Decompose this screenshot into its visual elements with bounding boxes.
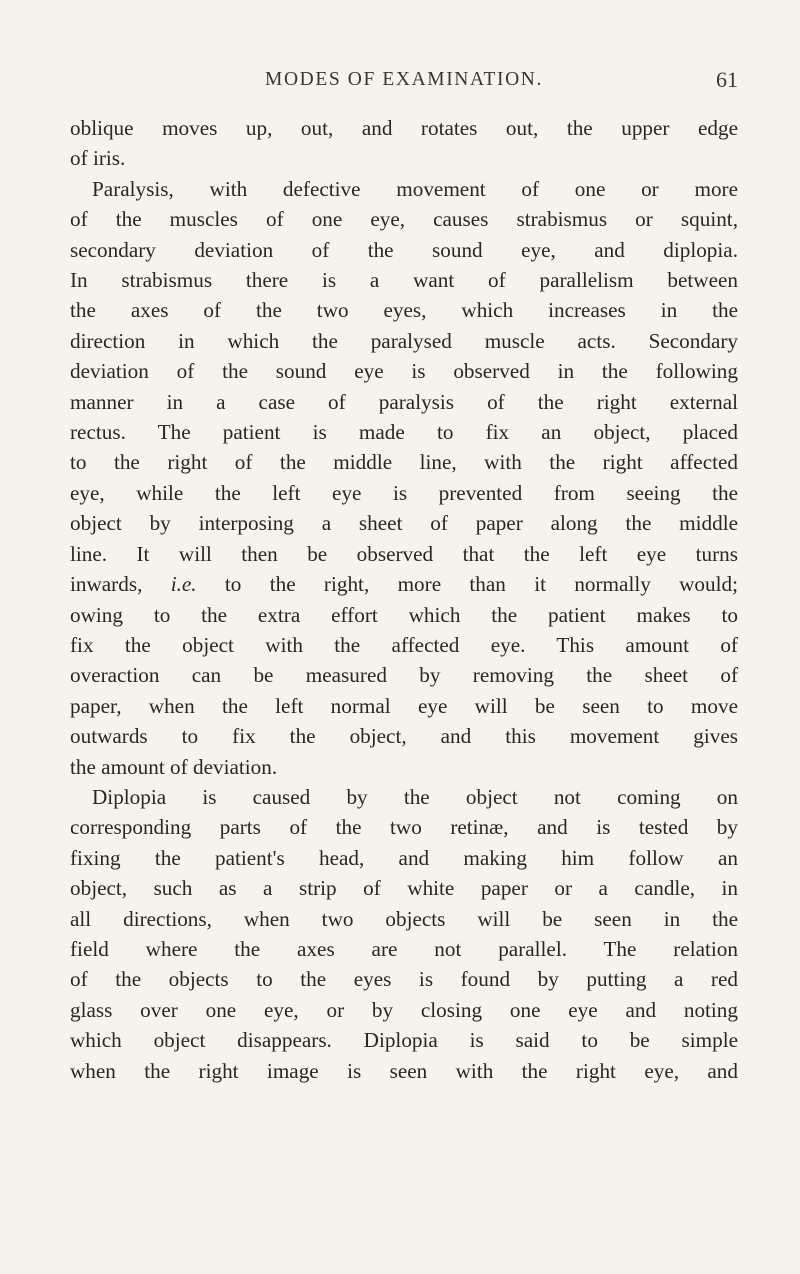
text-line: secondary deviation of the sound eye, and diplopia. xyxy=(70,237,738,262)
text-line: fix the object with the affected eye. This amount of xyxy=(70,632,738,657)
page-number: 61 xyxy=(716,67,738,92)
text-line: the axes of the two eyes, which increases in the xyxy=(70,298,738,323)
text-line: glass over one eye, or by closing one eye and noting xyxy=(70,997,738,1022)
text-line: owing to the extra effort which the patient makes to xyxy=(70,602,738,627)
text-line: to the right of the middle line, with the right affected xyxy=(70,450,738,475)
text-line: of the objects to the eyes is found by putting a red xyxy=(70,967,738,992)
text-line: Paralysis, with defective movement of one or more xyxy=(92,176,738,201)
text-line: oblique moves up, out, and rotates out, the upper edge xyxy=(70,116,738,140)
text-line: object, such as a strip of white paper or a candle, in xyxy=(70,876,738,901)
text-line: overaction can be measured by removing the sheet of xyxy=(70,663,738,688)
text-line: inwards, i.e. to the right, more than it normally would; xyxy=(70,572,738,597)
text-line: direction in which the paralysed muscle acts. Secondary xyxy=(70,328,738,353)
text-line: deviation of the sound eye is observed in the following xyxy=(70,359,738,384)
text-line: the amount of deviation. xyxy=(70,754,278,779)
text-line: object by interposing a sheet of paper along the middle xyxy=(70,511,738,536)
text-line: fixing the patient's head, and making him follow an xyxy=(70,845,738,870)
page-header xyxy=(70,64,738,96)
text-line: corresponding parts of the two retinæ, and is tested by xyxy=(70,815,738,840)
text-line: field where the axes are not parallel. The relation xyxy=(70,936,738,961)
running-head: MODES OF EXAMINATION. xyxy=(265,69,543,90)
text-line: manner in a case of paralysis of the right external xyxy=(70,389,738,414)
body-text xyxy=(70,113,738,1086)
text-line: which object disappears. Diplopia is said to be simple xyxy=(70,1028,738,1053)
text-line: of iris. xyxy=(70,146,126,171)
text-line: eye, while the left eye is prevented from seeing the xyxy=(70,480,738,505)
text-line: when the right image is seen with the right eye, and xyxy=(70,1058,738,1083)
text-line: paper, when the left normal eye will be seen to move xyxy=(70,693,738,718)
text-line: rectus. The patient is made to fix an object, placed xyxy=(70,420,738,445)
text-line: line. It will then be observed that the left eye turns xyxy=(70,541,738,566)
text-line: outwards to fix the object, and this movement gives xyxy=(70,724,738,749)
text-line: Diplopia is caused by the object not coming on xyxy=(92,784,738,809)
text-line: all directions, when two objects will be seen in the xyxy=(70,906,738,931)
text-line: In strabismus there is a want of parallelism between xyxy=(70,268,738,293)
text-line: of the muscles of one eye, causes strabismus or squint, xyxy=(70,207,738,232)
